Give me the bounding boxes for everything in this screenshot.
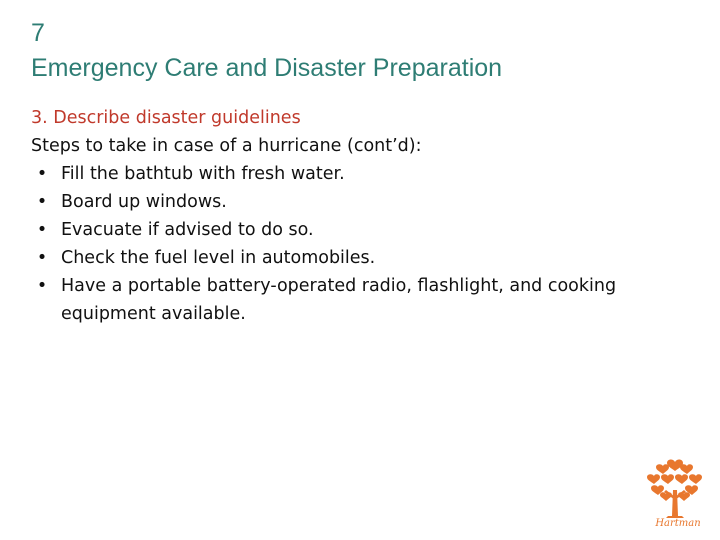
bullet-icon: • (36, 276, 48, 296)
slide-title (31, 16, 502, 86)
bullet-item (31, 216, 681, 244)
bullet-text: Fill the bathtub with fresh water. (61, 164, 345, 184)
bullet-item (31, 272, 681, 328)
logo-text: Hartman (655, 518, 701, 529)
bullet-icon: • (36, 220, 48, 240)
section-subtitle: 3. Describe disaster guidelines (31, 108, 301, 128)
bullet-list (31, 160, 681, 328)
bullet-icon: • (36, 192, 48, 212)
bullet-text: Check the fuel level in automobiles. (61, 248, 376, 268)
slide-content (31, 104, 681, 328)
bullet-text: Board up windows. (61, 192, 227, 212)
bullet-text: Have a portable battery-operated radio, flashlight, and cooking equipment available. (61, 276, 617, 324)
bullet-item (31, 244, 681, 272)
bullet-icon: • (36, 164, 48, 184)
chapter-title: Emergency Care and Disaster Preparation (31, 54, 503, 82)
bullet-item (31, 188, 681, 216)
bullet-icon: • (36, 248, 48, 268)
chapter-number: 7 (31, 19, 45, 47)
intro-text: Steps to take in case of a hurricane (cont’d): (31, 136, 422, 156)
bullet-item (31, 160, 681, 188)
bullet-text: Evacuate if advised to do so. (61, 220, 314, 240)
